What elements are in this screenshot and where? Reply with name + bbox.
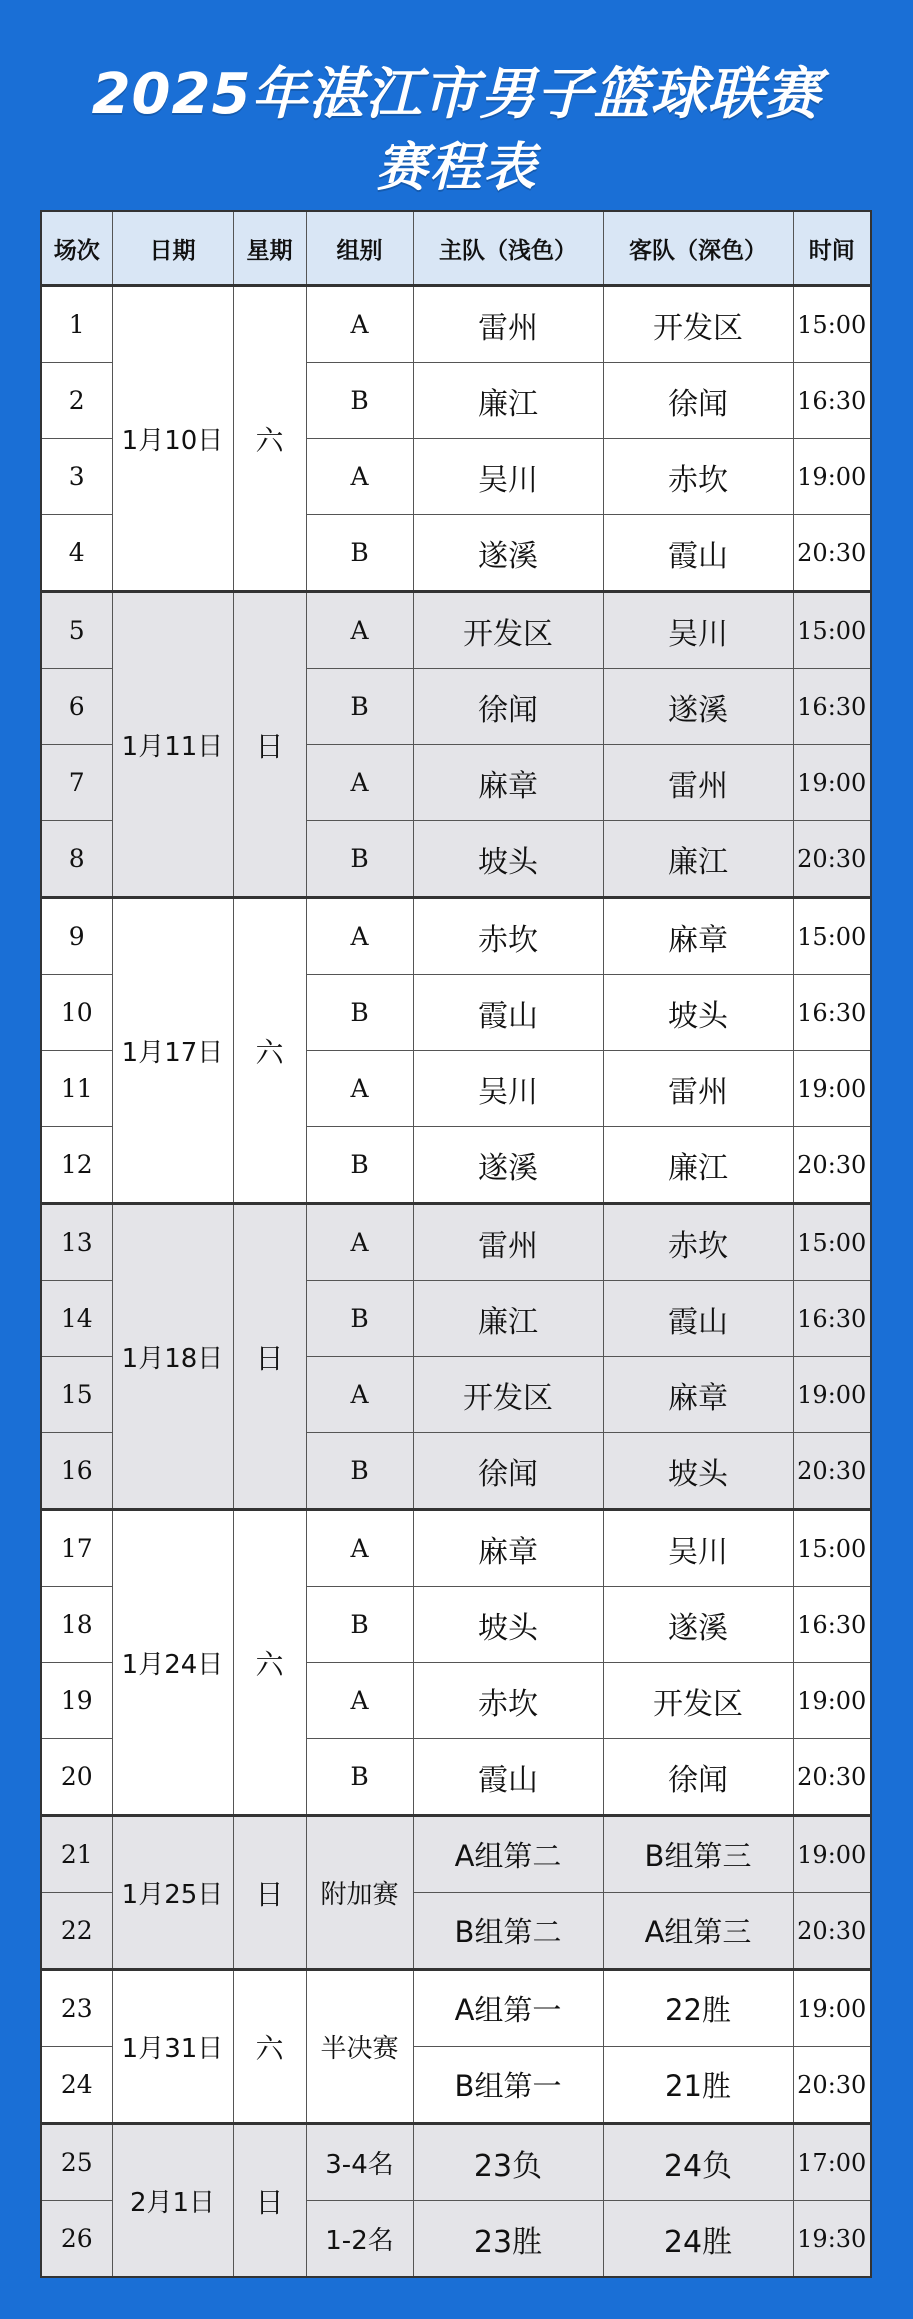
home-team: 开发区 bbox=[413, 1357, 603, 1433]
away-team: 麻章 bbox=[603, 898, 793, 975]
match-number: 6 bbox=[41, 669, 112, 745]
match-time: 20:30 bbox=[793, 1893, 871, 1970]
match-time: 19:00 bbox=[793, 1816, 871, 1893]
match-time: 20:30 bbox=[793, 1739, 871, 1816]
match-time: 20:30 bbox=[793, 1127, 871, 1204]
home-team: 遂溪 bbox=[413, 515, 603, 592]
day-block bbox=[41, 286, 871, 592]
match-group: B bbox=[306, 515, 413, 592]
match-date: 1月18日 bbox=[112, 1204, 233, 1510]
match-date: 1月24日 bbox=[112, 1510, 233, 1816]
match-number: 9 bbox=[41, 898, 112, 975]
match-time: 19:30 bbox=[793, 2201, 871, 2278]
home-team: 遂溪 bbox=[413, 1127, 603, 1204]
home-team: 坡头 bbox=[413, 821, 603, 898]
match-number: 23 bbox=[41, 1970, 112, 2047]
match-time: 15:00 bbox=[793, 1204, 871, 1281]
home-team: 霞山 bbox=[413, 1739, 603, 1816]
match-number: 20 bbox=[41, 1739, 112, 1816]
match-weekday: 六 bbox=[233, 286, 306, 592]
match-time: 15:00 bbox=[793, 592, 871, 669]
match-group: B bbox=[306, 1587, 413, 1663]
match-time: 16:30 bbox=[793, 1281, 871, 1357]
header-date: 日期 bbox=[112, 211, 233, 286]
away-team: 24胜 bbox=[603, 2201, 793, 2278]
stage-label: 半决赛 bbox=[306, 1970, 413, 2124]
home-team: 23负 bbox=[413, 2124, 603, 2201]
match-group: A bbox=[306, 439, 413, 515]
home-team: 廉江 bbox=[413, 1281, 603, 1357]
match-group: B bbox=[306, 1739, 413, 1816]
match-number: 26 bbox=[41, 2201, 112, 2278]
home-team: 徐闻 bbox=[413, 669, 603, 745]
away-team: 24负 bbox=[603, 2124, 793, 2201]
day-block bbox=[41, 1970, 871, 2124]
header-match-no: 场次 bbox=[41, 211, 112, 286]
day-block bbox=[41, 2124, 871, 2278]
match-group: B bbox=[306, 363, 413, 439]
table-row bbox=[41, 898, 871, 975]
away-team: 遂溪 bbox=[603, 1587, 793, 1663]
match-number: 11 bbox=[41, 1051, 112, 1127]
away-team: 徐闻 bbox=[603, 1739, 793, 1816]
away-team: 22胜 bbox=[603, 1970, 793, 2047]
day-block bbox=[41, 898, 871, 1204]
away-team: 吴川 bbox=[603, 1510, 793, 1587]
match-time: 20:30 bbox=[793, 2047, 871, 2124]
away-team: 开发区 bbox=[603, 286, 793, 363]
match-group: A bbox=[306, 286, 413, 363]
home-team: 雷州 bbox=[413, 1204, 603, 1281]
home-team: 吴川 bbox=[413, 1051, 603, 1127]
match-time: 16:30 bbox=[793, 669, 871, 745]
away-team: 21胜 bbox=[603, 2047, 793, 2124]
home-team: 开发区 bbox=[413, 592, 603, 669]
match-weekday: 六 bbox=[233, 1970, 306, 2124]
match-date: 2月1日 bbox=[112, 2124, 233, 2278]
match-group: B bbox=[306, 1433, 413, 1510]
away-team: B组第三 bbox=[603, 1816, 793, 1893]
match-weekday: 日 bbox=[233, 2124, 306, 2278]
table-row bbox=[41, 286, 871, 363]
match-date: 1月10日 bbox=[112, 286, 233, 592]
match-date: 1月31日 bbox=[112, 1970, 233, 2124]
match-time: 20:30 bbox=[793, 515, 871, 592]
away-team: 廉江 bbox=[603, 821, 793, 898]
home-team: 23胜 bbox=[413, 2201, 603, 2278]
home-team: 坡头 bbox=[413, 1587, 603, 1663]
poster-subtitle: 赛程表 bbox=[375, 138, 538, 198]
home-team: 麻章 bbox=[413, 1510, 603, 1587]
match-group: B bbox=[306, 975, 413, 1051]
home-team: 徐闻 bbox=[413, 1433, 603, 1510]
match-number: 3 bbox=[41, 439, 112, 515]
away-team: 吴川 bbox=[603, 592, 793, 669]
table-row bbox=[41, 1204, 871, 1281]
header-time: 时间 bbox=[793, 211, 871, 286]
match-group: A bbox=[306, 1204, 413, 1281]
match-weekday: 六 bbox=[233, 898, 306, 1204]
match-number: 18 bbox=[41, 1587, 112, 1663]
away-team: 雷州 bbox=[603, 1051, 793, 1127]
poster-title: 2025年湛江市男子篮球联赛 bbox=[91, 62, 822, 127]
header-home-team: 主队（浅色） bbox=[413, 211, 603, 286]
away-team: 雷州 bbox=[603, 745, 793, 821]
day-block bbox=[41, 1510, 871, 1816]
match-number: 13 bbox=[41, 1204, 112, 1281]
match-time: 19:00 bbox=[793, 1970, 871, 2047]
match-number: 24 bbox=[41, 2047, 112, 2124]
table-row bbox=[41, 1510, 871, 1587]
match-weekday: 六 bbox=[233, 1510, 306, 1816]
match-group: B bbox=[306, 669, 413, 745]
match-time: 16:30 bbox=[793, 1587, 871, 1663]
home-team: 霞山 bbox=[413, 975, 603, 1051]
away-team: 赤坎 bbox=[603, 439, 793, 515]
match-time: 19:00 bbox=[793, 1357, 871, 1433]
match-time: 19:00 bbox=[793, 1663, 871, 1739]
match-time: 20:30 bbox=[793, 1433, 871, 1510]
match-time: 16:30 bbox=[793, 363, 871, 439]
match-number: 8 bbox=[41, 821, 112, 898]
match-number: 2 bbox=[41, 363, 112, 439]
away-team: 坡头 bbox=[603, 975, 793, 1051]
header-row bbox=[41, 211, 871, 286]
home-team: A组第二 bbox=[413, 1816, 603, 1893]
away-team: 徐闻 bbox=[603, 363, 793, 439]
table-row bbox=[41, 2124, 871, 2201]
match-time: 19:00 bbox=[793, 745, 871, 821]
stage-label: 附加赛 bbox=[306, 1816, 413, 1970]
home-team: 赤坎 bbox=[413, 898, 603, 975]
match-group: B bbox=[306, 1127, 413, 1204]
match-time: 15:00 bbox=[793, 1510, 871, 1587]
match-time: 19:00 bbox=[793, 1051, 871, 1127]
match-weekday: 日 bbox=[233, 1204, 306, 1510]
match-group: A bbox=[306, 1051, 413, 1127]
match-number: 10 bbox=[41, 975, 112, 1051]
match-group: A bbox=[306, 898, 413, 975]
match-group: A bbox=[306, 1510, 413, 1587]
match-group: B bbox=[306, 821, 413, 898]
away-team: 坡头 bbox=[603, 1433, 793, 1510]
match-number: 1 bbox=[41, 286, 112, 363]
match-time: 20:30 bbox=[793, 821, 871, 898]
header-group: 组别 bbox=[306, 211, 413, 286]
match-time: 19:00 bbox=[793, 439, 871, 515]
match-group: 1-2名 bbox=[306, 2201, 413, 2278]
match-group: A bbox=[306, 1357, 413, 1433]
match-date: 1月11日 bbox=[112, 592, 233, 898]
home-team: 吴川 bbox=[413, 439, 603, 515]
match-number: 5 bbox=[41, 592, 112, 669]
match-number: 25 bbox=[41, 2124, 112, 2201]
day-block bbox=[41, 1816, 871, 1970]
match-group: A bbox=[306, 1663, 413, 1739]
home-team: 雷州 bbox=[413, 286, 603, 363]
match-number: 15 bbox=[41, 1357, 112, 1433]
home-team: 廉江 bbox=[413, 363, 603, 439]
match-time: 15:00 bbox=[793, 898, 871, 975]
match-group: A bbox=[306, 592, 413, 669]
match-number: 16 bbox=[41, 1433, 112, 1510]
match-time: 16:30 bbox=[793, 975, 871, 1051]
away-team: 赤坎 bbox=[603, 1204, 793, 1281]
match-weekday: 日 bbox=[233, 1816, 306, 1970]
table-row bbox=[41, 1970, 871, 2047]
header-away-team: 客队（深色） bbox=[603, 211, 793, 286]
match-number: 7 bbox=[41, 745, 112, 821]
table-header bbox=[41, 211, 871, 286]
match-group: A bbox=[306, 745, 413, 821]
away-team: A组第三 bbox=[603, 1893, 793, 1970]
match-number: 22 bbox=[41, 1893, 112, 1970]
table-row bbox=[41, 1816, 871, 1893]
home-team: B组第二 bbox=[413, 1893, 603, 1970]
away-team: 麻章 bbox=[603, 1357, 793, 1433]
match-number: 17 bbox=[41, 1510, 112, 1587]
away-team: 遂溪 bbox=[603, 669, 793, 745]
away-team: 开发区 bbox=[603, 1663, 793, 1739]
home-team: A组第一 bbox=[413, 1970, 603, 2047]
match-date: 1月17日 bbox=[112, 898, 233, 1204]
match-number: 19 bbox=[41, 1663, 112, 1739]
away-team: 廉江 bbox=[603, 1127, 793, 1204]
home-team: B组第一 bbox=[413, 2047, 603, 2124]
header-weekday: 星期 bbox=[233, 211, 306, 286]
match-time: 15:00 bbox=[793, 286, 871, 363]
home-team: 麻章 bbox=[413, 745, 603, 821]
match-weekday: 日 bbox=[233, 592, 306, 898]
day-block bbox=[41, 592, 871, 898]
match-date: 1月25日 bbox=[112, 1816, 233, 1970]
match-number: 21 bbox=[41, 1816, 112, 1893]
match-number: 14 bbox=[41, 1281, 112, 1357]
match-number: 4 bbox=[41, 515, 112, 592]
match-number: 12 bbox=[41, 1127, 112, 1204]
match-group: B bbox=[306, 1281, 413, 1357]
match-group: 3-4名 bbox=[306, 2124, 413, 2201]
home-team: 赤坎 bbox=[413, 1663, 603, 1739]
away-team: 霞山 bbox=[603, 515, 793, 592]
schedule-table bbox=[40, 210, 872, 2278]
day-block bbox=[41, 1204, 871, 1510]
away-team: 霞山 bbox=[603, 1281, 793, 1357]
table-row bbox=[41, 592, 871, 669]
match-time: 17:00 bbox=[793, 2124, 871, 2201]
